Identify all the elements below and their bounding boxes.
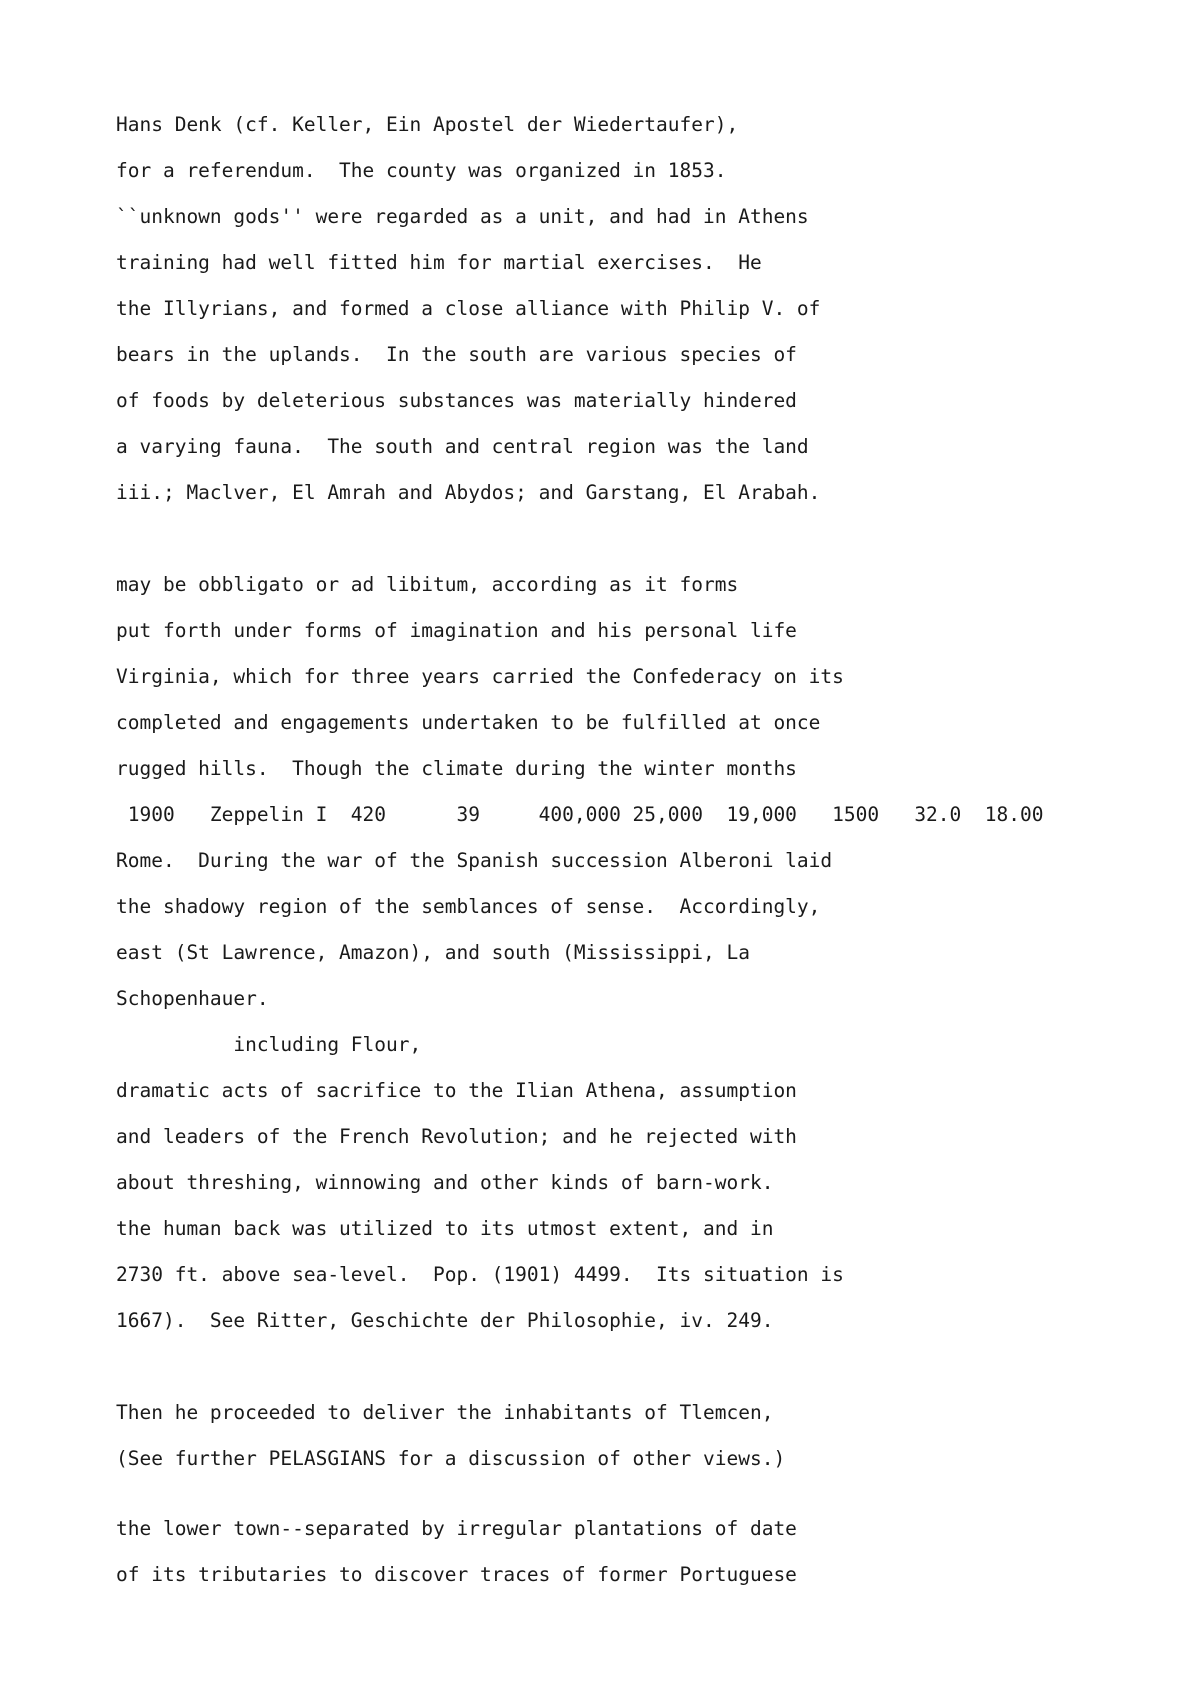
text-line: training had well fitted him for martial exercises. He [116,251,762,274]
text-line: east (St Lawrence, Amazon), and south (Mississippi, La [116,941,750,964]
text-line: for a referendum. The county was organized in 1853. [116,159,727,182]
text-line: and leaders of the French Revolution; and he rejected with [116,1125,797,1148]
text-line: completed and engagements undertaken to be fulfilled at once [116,711,821,734]
text-line: bears in the uplands. In the south are various species of [116,343,797,366]
text-line: put forth under forms of imagination and his personal life [116,619,797,642]
text-line: ``unknown gods'' were regarded as a unit, and had in Athens [116,205,809,228]
text-line: dramatic acts of sacrifice to the Ilian Athena, assumption [116,1079,797,1102]
text-line: the Illyrians, and formed a close alliance with Philip V. of [116,297,821,320]
text-line: a varying fauna. The south and central region was the land [116,435,809,458]
text-line: may be obbligato or ad libitum, according as it forms [116,573,739,596]
text-line: Hans Denk (cf. Keller, Ein Apostel der Wiedertaufer), [116,113,739,136]
text-line: Rome. During the war of the Spanish succession Alberoni laid [116,849,833,872]
text-line: of foods by deleterious substances was materially hindered [116,389,797,412]
text-line: rugged hills. Though the climate during the winter months [116,757,797,780]
text-line: Then he proceeded to deliver the inhabitants of Tlemcen, [116,1401,774,1424]
text-line: the shadowy region of the semblances of sense. Accordingly, [116,895,821,918]
text-line: the lower town--separated by irregular plantations of date [116,1517,797,1540]
text-line: Virginia, which for three years carried the Confederacy on its [116,665,844,688]
text-line: including Flour, [116,1033,422,1056]
text-line: about threshing, winnowing and other kinds of barn-work. [116,1171,774,1194]
table-row-text: 1900 Zeppelin I 420 39 400,000 25,000 19,000 1500 32.0 18.00 [116,803,1044,826]
text-line: 1667). See Ritter, Geschichte der Philosophie, iv. 249. [116,1309,774,1332]
text-line: of its tributaries to discover traces of former Portuguese [116,1563,797,1586]
text-line: iii.; Maclver, El Amrah and Abydos; and Garstang, El Arabah. [116,481,821,504]
text-line: 2730 ft. above sea-level. Pop. (1901) 4499. Its situation is [116,1263,844,1286]
text-line: the human back was utilized to its utmost extent, and in [116,1217,774,1240]
text-line: (See further PELASGIANS for a discussion of other views.) [116,1447,786,1470]
text-line: Schopenhauer. [116,987,269,1010]
